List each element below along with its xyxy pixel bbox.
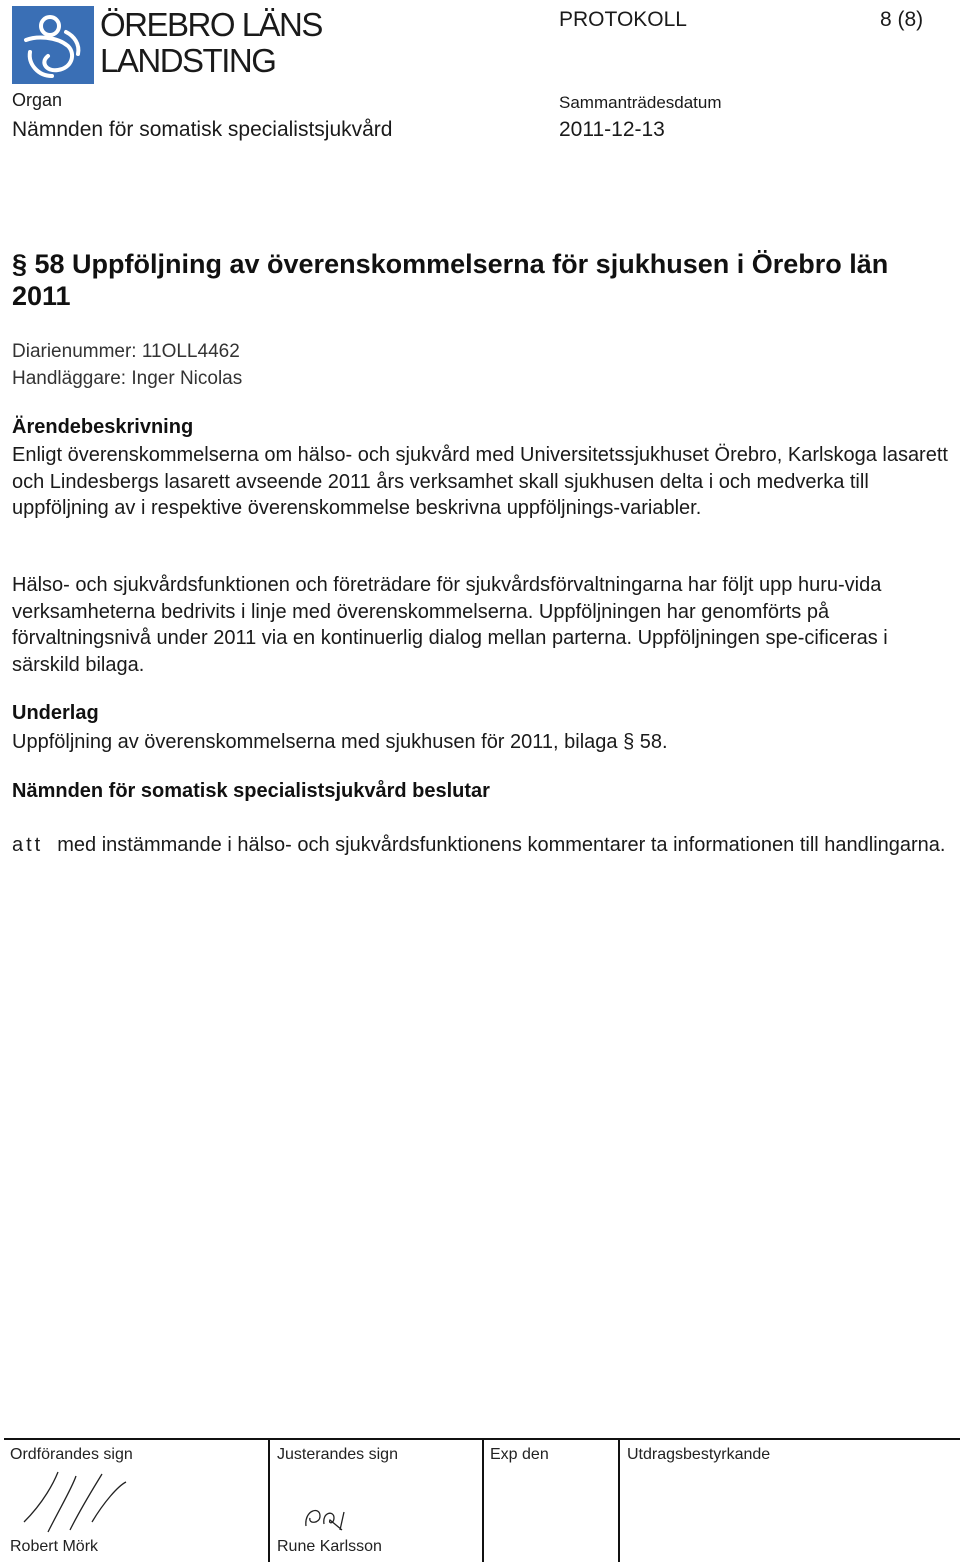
adjuster-signature-image: [300, 1500, 360, 1536]
decision-text: [12, 832, 952, 859]
extract-certification-label: Utdragsbestyrkande: [627, 1446, 771, 1463]
decision-body: med instämmande i hälso- och sjukvårdsfunktionens kommentarer ta informationen till handlingarna.: [57, 834, 946, 856]
description-heading: Ärendebeskrivning: [12, 416, 194, 438]
signature-table: [0, 1438, 960, 1562]
meeting-date-value: 2011-12-13: [559, 118, 665, 141]
dispatch-date-label: Exp den: [490, 1446, 549, 1463]
signature-divider: [618, 1440, 620, 1562]
case-handler: Handläggare: Inger Nicolas: [12, 368, 243, 389]
landsting-logo: [12, 6, 94, 84]
page-number: 8 (8): [880, 8, 924, 31]
organ-value: Nämnden för somatisk specialistsjukvård: [12, 118, 393, 141]
chair-signature-image: [14, 1462, 134, 1538]
chair-sign-label: Ordförandes sign: [10, 1446, 133, 1463]
decision-heading: Nämnden för somatisk specialistsjukvård beslutar: [12, 780, 490, 802]
description-paragraph-2: Hälso- och sjukvårdsfunktionen och företrädare för sjukvårdsförvaltningarna har följt upp huru-vida verksamheterna bedrivits i linje med överenskommelserna. Uppföljningen har genomförts på förvaltningsnivå under 2011 via en kontinuerlig dialog mellan parterna. Uppföljningen spe-cificeras i särskild bilaga.: [12, 574, 888, 676]
diary-number: Diarienummer: 11OLL4462: [12, 341, 240, 362]
adjuster-sign-label: Justerandes sign: [277, 1446, 398, 1463]
signature-divider: [482, 1440, 484, 1562]
meeting-date-label: Sammanträdesdatum: [559, 93, 722, 112]
document-type: PROTOKOLL: [559, 8, 687, 31]
signature-divider: [268, 1440, 270, 1562]
org-name-line1: ÖREBRO LÄNS: [100, 6, 322, 43]
adjuster-name: Rune Karlsson: [277, 1538, 382, 1555]
decision-att: att: [12, 834, 44, 856]
chair-name: Robert Mörk: [10, 1538, 99, 1555]
basis-text: Uppföljning av överenskommelserna med sjukhusen för 2011, bilaga § 58.: [12, 731, 668, 753]
description-paragraph-1: Enligt överenskommelserna om hälso- och sjukvård med Universitetssjukhuset Örebro, Karlskoga lasarett och Lindesbergs lasarett avseende 2011 års verksamhet skall sjukhusen delta i och medverka till uppföljning av i respektive överenskommelse beskrivna uppföljnings-variabler.: [12, 444, 948, 519]
section-title: § 58 Uppföljning av överenskommelserna för sjukhusen i Örebro län 2011: [12, 249, 889, 311]
organ-label: Organ: [12, 90, 63, 110]
org-name-line2: LANDSTING: [100, 42, 276, 79]
basis-heading: Underlag: [12, 702, 99, 724]
